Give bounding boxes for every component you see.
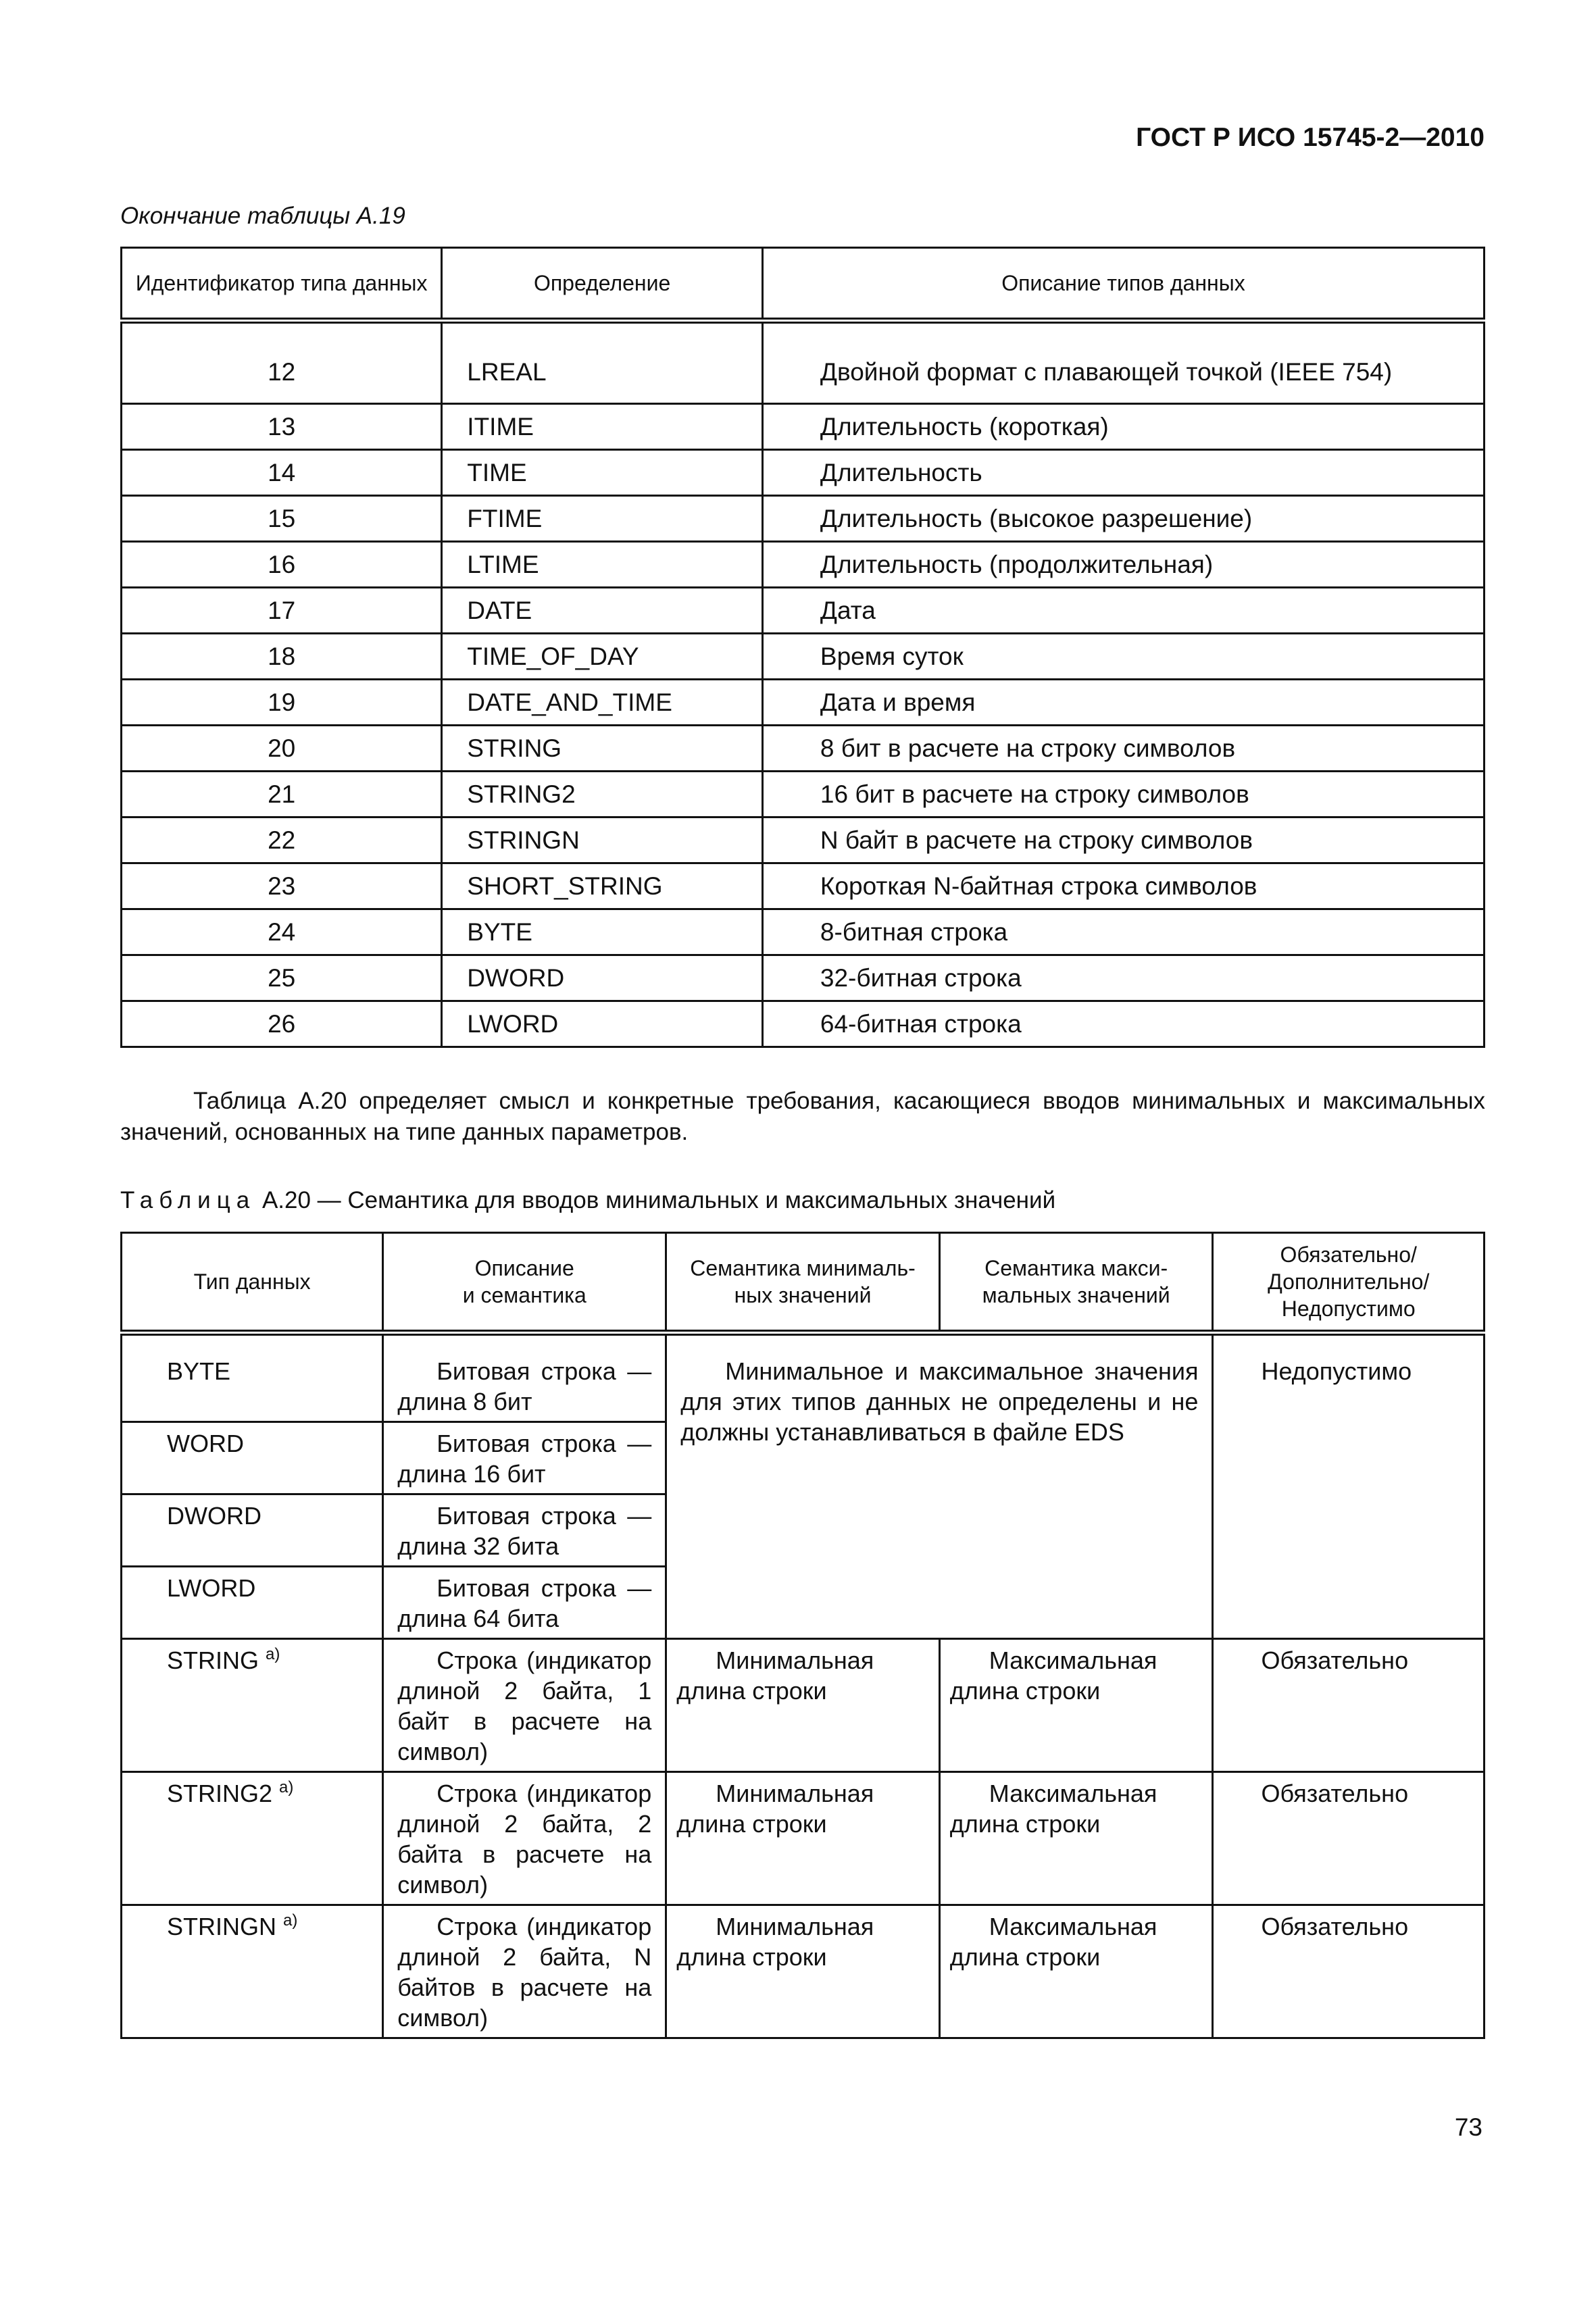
min-line: длина строки [676, 1943, 827, 1971]
column-header-min [666, 1233, 940, 1333]
definition-cell: DWORD [442, 955, 763, 1001]
data-type-text: STRING [167, 1646, 259, 1674]
definition-cell: LWORD [442, 1001, 763, 1047]
min-semantics-cell [666, 1905, 940, 2038]
min-semantics-cell [666, 1639, 940, 1772]
type-id-cell: 23 [122, 863, 442, 909]
max-line: длина строки [949, 1677, 1101, 1705]
header-line: мальных значений [982, 1283, 1170, 1307]
footnote-marker: а) [266, 1645, 280, 1663]
description-cell: 32-битная строка [762, 955, 1484, 1001]
table-row [122, 909, 1485, 955]
data-type-cell: WORD [122, 1422, 383, 1494]
data-type-cell [122, 1639, 383, 1772]
table-row [122, 726, 1485, 772]
table-row [122, 680, 1485, 726]
table-a20-caption-label: Таблица [120, 1187, 256, 1213]
definition-cell: LREAL [442, 321, 763, 404]
description-cell: Длительность [762, 450, 1484, 496]
type-id-cell: 18 [122, 634, 442, 680]
description-text: Битовая строка — длина 16 бит [397, 1430, 652, 1488]
table-a20 [120, 1232, 1485, 2039]
description-text: Строка (индикатор длиной 2 байта, 1 байт в расчете на символ) [397, 1646, 652, 1765]
description-cell [383, 1567, 666, 1639]
table-row [122, 818, 1485, 863]
table-row [122, 955, 1485, 1001]
max-semantics-cell [939, 1772, 1213, 1905]
header-line: и семантика [462, 1283, 587, 1307]
max-line: Максимальная [989, 1913, 1157, 1940]
min-line: длина строки [676, 1810, 827, 1838]
requirement-cell: Обязательно [1213, 1639, 1485, 1772]
description-cell: 8-битная строка [762, 909, 1484, 955]
type-id-cell: 16 [122, 542, 442, 588]
table-row [122, 1905, 1485, 2038]
description-cell: Дата и время [762, 680, 1484, 726]
data-type-cell: DWORD [122, 1494, 383, 1567]
table-a19-caption: Окончание таблицы А.19 [120, 203, 405, 229]
table-a20-caption-text: А.20 — Семантика для вводов минимальных и максимальных значений [255, 1187, 1056, 1213]
header-line: Недопустимо [1281, 1297, 1416, 1321]
table-row [122, 450, 1485, 496]
merged-minmax-text: Минимальное и максимальное значения для этих типов данных не определены и не должны устанавливаться в файле EDS [680, 1357, 1199, 1446]
type-id-cell: 20 [122, 726, 442, 772]
body-paragraph: Таблица А.20 определяет смысл и конкретные требования, касающиеся вводов минимальных и максимальных значений, основанных на типе данных параметров. [120, 1088, 1485, 1145]
max-semantics-cell [939, 1905, 1213, 2038]
table-header-row [122, 1233, 1485, 1333]
description-cell: Длительность (короткая) [762, 404, 1484, 450]
definition-cell: STRING [442, 726, 763, 772]
definition-cell: FTIME [442, 496, 763, 542]
table-row [122, 542, 1485, 588]
description-cell: N байт в расчете на строку символов [762, 818, 1484, 863]
requirement-cell: Обязательно [1213, 1772, 1485, 1905]
table-a20-caption [120, 1187, 1055, 1214]
definition-cell: TIME [442, 450, 763, 496]
description-cell: Дата [762, 588, 1484, 634]
type-id-cell: 12 [122, 321, 442, 404]
description-cell: 8 бит в расчете на строку символов [762, 726, 1484, 772]
type-id-cell: 24 [122, 909, 442, 955]
table-row [122, 863, 1485, 909]
description-cell [383, 1772, 666, 1905]
max-line: длина строки [949, 1943, 1101, 1971]
description-text: Битовая строка — длина 8 бит [397, 1357, 652, 1415]
description-cell [383, 1905, 666, 2038]
requirement-cell: Недопустимо [1213, 1333, 1485, 1639]
table-row [122, 1772, 1485, 1905]
description-cell: Длительность (высокое разрешение) [762, 496, 1484, 542]
min-line: Минимальная [716, 1646, 874, 1674]
column-header-requirement [1213, 1233, 1485, 1333]
max-line: Максимальная [989, 1646, 1157, 1674]
definition-cell: TIME_OF_DAY [442, 634, 763, 680]
header-line: Семантика макси- [984, 1256, 1168, 1280]
definition-cell: SHORT_STRING [442, 863, 763, 909]
table-row [122, 772, 1485, 818]
min-semantics-cell [666, 1772, 940, 1905]
type-id-cell: 19 [122, 680, 442, 726]
header-line: ных значений [734, 1283, 872, 1307]
data-type-text: STRING2 [167, 1780, 273, 1807]
description-cell: 16 бит в расчете на строку символов [762, 772, 1484, 818]
description-cell [383, 1639, 666, 1772]
standard-designation: ГОСТ Р ИСО 15745-2—2010 [1136, 123, 1485, 152]
type-id-cell: 13 [122, 404, 442, 450]
description-text: Строка (индикатор длиной 2 байта, 2 байта в расчете на символ) [397, 1780, 652, 1898]
data-type-text: STRINGN [167, 1913, 276, 1940]
description-text: Битовая строка — длина 32 бита [397, 1502, 652, 1560]
min-line: Минимальная [716, 1780, 874, 1807]
table-row [122, 634, 1485, 680]
type-id-cell: 26 [122, 1001, 442, 1047]
type-id-cell: 25 [122, 955, 442, 1001]
data-type-cell: LWORD [122, 1567, 383, 1639]
description-cell: 64-битная строка [762, 1001, 1484, 1047]
header-line: Семантика минималь- [690, 1256, 916, 1280]
header-line: Обязательно/ [1280, 1242, 1417, 1267]
column-header-type: Тип данных [122, 1233, 383, 1333]
min-line: длина строки [676, 1677, 827, 1705]
data-type-cell [122, 1905, 383, 2038]
type-id-cell: 22 [122, 818, 442, 863]
definition-cell: BYTE [442, 909, 763, 955]
table-a19 [120, 247, 1485, 1048]
description-cell: Двойной формат с плавающей точкой (IEEE 754) [762, 321, 1484, 404]
description-text: Битовая строка — длина 64 бита [397, 1574, 652, 1632]
type-id-cell: 14 [122, 450, 442, 496]
column-header: Идентификатор типа данных [122, 248, 442, 321]
requirement-cell: Обязательно [1213, 1905, 1485, 2038]
description-cell: Время суток [762, 634, 1484, 680]
max-line: Максимальная [989, 1780, 1157, 1807]
definition-cell: LTIME [442, 542, 763, 588]
max-line: длина строки [949, 1810, 1101, 1838]
description-cell [383, 1494, 666, 1567]
header-line: Дополнительно/ [1268, 1269, 1430, 1294]
description-cell: Длительность (продолжительная) [762, 542, 1484, 588]
definition-cell: DATE_AND_TIME [442, 680, 763, 726]
description-cell [383, 1333, 666, 1422]
data-type-cell: BYTE [122, 1333, 383, 1422]
definition-cell: STRING2 [442, 772, 763, 818]
column-header: Описание типов данных [762, 248, 1484, 321]
data-type-cell [122, 1772, 383, 1905]
page-number: 73 [1454, 2113, 1482, 2141]
column-header-description [383, 1233, 666, 1333]
table-row [122, 321, 1485, 404]
min-line: Минимальная [716, 1913, 874, 1940]
footnote-marker: а) [279, 1778, 294, 1796]
table-row [122, 588, 1485, 634]
column-header: Определение [442, 248, 763, 321]
max-semantics-cell [939, 1639, 1213, 1772]
table-row [122, 496, 1485, 542]
column-header-max [939, 1233, 1213, 1333]
type-id-cell: 17 [122, 588, 442, 634]
description-cell: Короткая N-байтная строка символов [762, 863, 1484, 909]
merged-minmax-cell [666, 1333, 1213, 1639]
definition-cell: STRINGN [442, 818, 763, 863]
definition-cell: DATE [442, 588, 763, 634]
table-row [122, 1639, 1485, 1772]
table-row [122, 1001, 1485, 1047]
table-row [122, 404, 1485, 450]
description-cell [383, 1422, 666, 1494]
table-header-row [122, 248, 1485, 321]
header-line: Описание [474, 1256, 574, 1280]
definition-cell: ITIME [442, 404, 763, 450]
table-row [122, 1333, 1485, 1422]
type-id-cell: 21 [122, 772, 442, 818]
type-id-cell: 15 [122, 496, 442, 542]
footnote-marker: а) [283, 1911, 298, 1930]
description-text: Строка (индикатор длиной 2 байта, N байтов в расчете на символ) [397, 1913, 652, 2032]
